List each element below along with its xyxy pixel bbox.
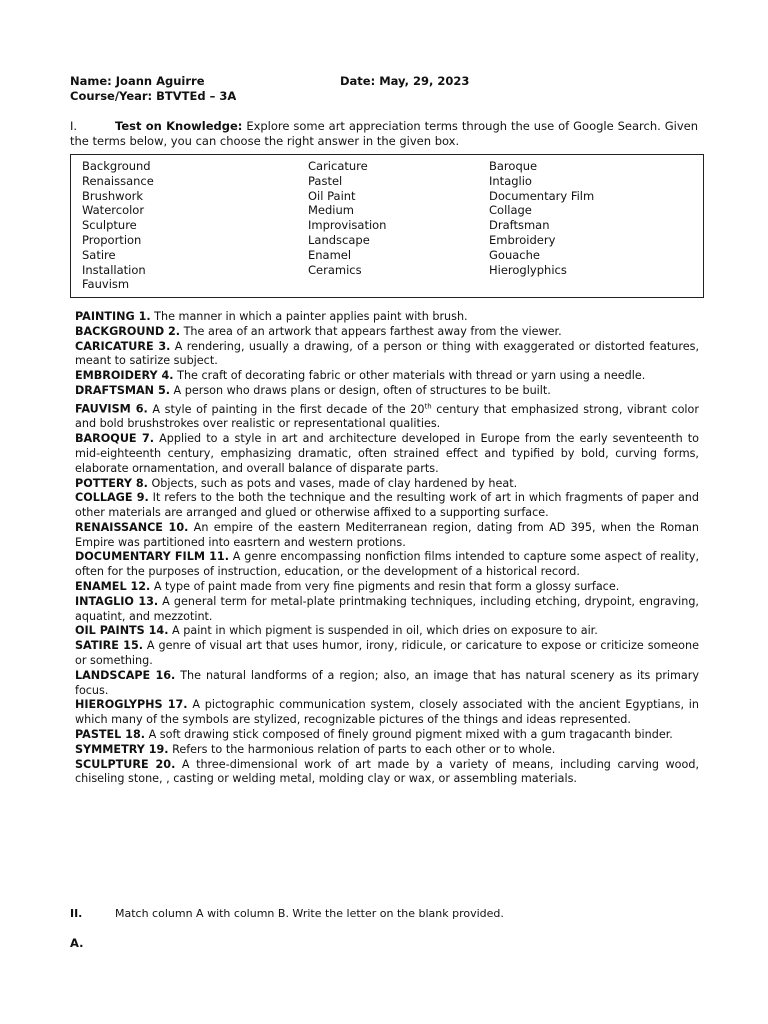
definition-item	[75, 595, 699, 625]
term-item: Background	[82, 159, 151, 173]
definition-text: A person who draws plans or design, often of structures to be built.	[169, 383, 551, 397]
definitions-list	[75, 310, 699, 787]
term-item: Oil Paint	[308, 188, 356, 203]
term-item: Ceramics	[308, 262, 362, 277]
definition-item	[75, 624, 699, 639]
definition-term: CARICATURE 3.	[75, 339, 171, 353]
definition-term: POTTERY 8.	[75, 476, 148, 490]
definition-item	[75, 669, 699, 699]
definition-item	[75, 521, 699, 551]
definition-item	[75, 639, 699, 669]
definition-text: A soft drawing stick composed of finely ground pigment mixed with a gum tragacanth binder.	[145, 728, 673, 742]
definition-term: INTAGLIO 13.	[75, 594, 159, 608]
definition-item	[75, 399, 699, 432]
definition-term: SCULPTURE 20.	[75, 757, 176, 771]
definition-term: DRAFTSMAN 5.	[75, 383, 170, 397]
definition-term: PASTEL 18.	[75, 728, 146, 742]
term-item: Satire	[82, 247, 116, 262]
definition-item	[75, 310, 699, 325]
definition-text: A genre encompassing nonfiction films intended to capture some aspect of reality, often for the purposes of instruction, education, or the development of a historical record.	[75, 550, 700, 579]
term-box	[70, 154, 704, 298]
column-a-label: A.	[70, 936, 84, 950]
definition-term: BACKGROUND 2.	[75, 324, 181, 338]
term-item: Installation	[82, 262, 146, 277]
term-item: Proportion	[82, 232, 142, 247]
definition-term: SYMMETRY 19.	[75, 742, 169, 756]
definition-item	[75, 325, 699, 340]
definition-item	[75, 743, 699, 758]
definition-text: The area of an artwork that appears farthest away from the viewer.	[180, 324, 562, 338]
definition-item	[75, 340, 699, 370]
definition-text: The craft of decorating fabric or other materials with thread or yarn using a needle.	[173, 369, 646, 383]
definition-term: ENAMEL 12.	[75, 580, 151, 594]
term-item: Embroidery	[489, 232, 556, 247]
term-item: Hieroglyphics	[489, 262, 567, 277]
definition-item	[75, 758, 699, 788]
definition-item	[75, 550, 699, 580]
definition-text: It refers to the both the technique and the resulting work of art in which fragments of paper and other materials are arranged and glued or otherwise affixed to a supporting surface.	[75, 491, 699, 520]
definition-text: The manner in which a painter applies paint with brush.	[150, 310, 468, 323]
definition-text: Applied to a style in art and architecture developed in Europe from the early seventeenth to mid-eighteenth century, emphasizing dramatic, often strained effect and typified by bold, curving forms, elaborate ornamentation, and overall balance of disparate parts.	[75, 432, 699, 475]
section-2-number: II.	[70, 907, 83, 920]
definition-term: HIEROGLYPHS 17.	[75, 698, 188, 712]
section-1-instructions	[70, 119, 698, 149]
term-item: Watercolor	[82, 203, 145, 218]
definition-text: Refers to the harmonious relation of parts to each other or to whole.	[168, 742, 556, 756]
term-item: Intaglio	[489, 173, 532, 188]
definition-item	[75, 728, 699, 743]
definition-term: COLLAGE 9.	[75, 491, 149, 505]
section-1-text: Explore some art appreciation terms through the use of Google Search. Given the terms below, you can choose the right answer in the given box.	[70, 119, 699, 148]
term-column-2	[308, 159, 386, 277]
definition-item	[75, 384, 699, 399]
definition-text: An empire of the eastern Mediterranean region, dating from AD 395, when the Roman Empire was partitioned into easrtern and western protions.	[75, 520, 699, 549]
term-item: Brushwork	[82, 188, 144, 203]
definition-term: RENAISSANCE 10.	[75, 520, 189, 534]
term-item: Collage	[489, 203, 532, 218]
definition-item	[75, 477, 699, 492]
section-1-title: Test on Knowledge:	[115, 119, 243, 133]
definition-term: PAINTING 1.	[75, 310, 151, 323]
definition-text: A general term for metal-plate printmaking techniques, including etching, drypoint, engraving, aquatint, and mezzotint.	[75, 594, 699, 623]
term-item: Landscape	[308, 232, 370, 247]
definition-term: BAROQUE 7.	[75, 432, 155, 446]
definition-text: A pictographic communication system, closely associated with the ancient Egyptians, in which many of the symbols are stylized, recognizable pictures of the things and ideas represented.	[75, 698, 699, 727]
term-item: Fauvism	[82, 277, 130, 292]
date-field: Date: May, 29, 2023	[340, 74, 470, 88]
definition-text: A rendering, usually a drawing, of a person or thing with exaggerated or distorted features, meant to satirize subject.	[75, 339, 699, 368]
definition-term: SATIRE 15.	[75, 639, 143, 653]
term-item: Draftsman	[489, 218, 550, 233]
definition-text: A style of painting in the first decade of the 20th century that emphasized strong, vibrant color and bold brushstrokes over realistic or representational qualities.	[75, 401, 699, 431]
term-item: Medium	[308, 203, 354, 218]
course-year: Course/Year: BTVTEd – 3A	[70, 89, 237, 103]
term-item: Improvisation	[308, 218, 387, 233]
term-item: Baroque	[489, 159, 538, 173]
term-item: Enamel	[308, 247, 352, 262]
term-column-3	[489, 159, 594, 277]
definition-term: EMBROIDERY 4.	[75, 369, 174, 383]
definition-item	[75, 369, 699, 384]
definition-item	[75, 432, 699, 476]
definition-text: The natural landforms of a region; also, an image that has natural scenery as its primary focus.	[75, 668, 699, 697]
section-2-text: Match column A with column B. Write the letter on the blank provided.	[115, 907, 504, 920]
term-item: Caricature	[308, 159, 368, 173]
term-column-1	[82, 159, 154, 292]
section-2-instructions	[70, 907, 504, 920]
term-item: Gouache	[489, 247, 540, 262]
definition-text: A three-dimensional work of art made by a variety of means, including carving wood, chiseling stone, , casting or welding metal, molding clay or wax, or assembling materials.	[75, 757, 700, 786]
student-name: Name: Joann Aguirre	[70, 74, 205, 88]
definition-text: A type of paint made from very fine pigments and resin that form a glossy surface.	[150, 580, 620, 594]
definition-text: A paint in which pigment is suspended in oil, which dries on exposure to air.	[168, 624, 598, 638]
term-item: Pastel	[308, 173, 343, 188]
term-item: Sculpture	[82, 218, 137, 233]
definition-text: Objects, such as pots and vases, made of clay hardened by heat.	[147, 476, 518, 490]
term-item: Renaissance	[82, 173, 154, 188]
section-1-number: I.	[70, 119, 78, 133]
definition-term: LANDSCAPE 16.	[75, 668, 176, 682]
definition-text: A genre of visual art that uses humor, irony, ridicule, or caricature to expose or criticize someone or something.	[75, 639, 699, 668]
definition-term: DOCUMENTARY FILM 11.	[75, 550, 229, 564]
definition-term: FAUVISM 6.	[75, 402, 148, 416]
definition-item	[75, 698, 699, 728]
definition-item	[75, 491, 699, 521]
term-item: Documentary Film	[489, 188, 595, 203]
definition-item	[75, 580, 699, 595]
definition-term: OIL PAINTS 14.	[75, 624, 169, 638]
